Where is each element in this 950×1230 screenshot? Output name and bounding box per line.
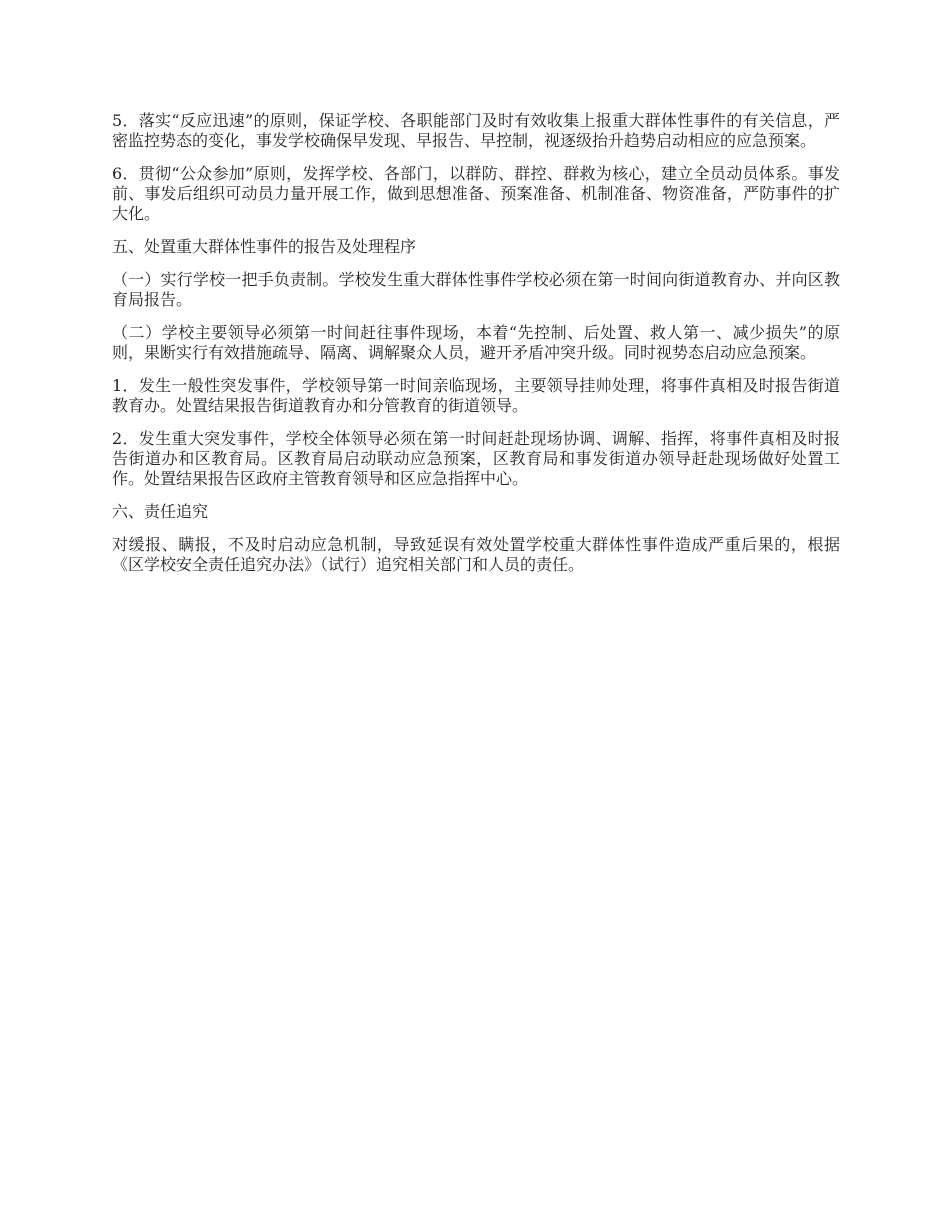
paragraph-general-event: 1．发生一般性突发事件，学校领导第一时间亲临现场，主要领导挂帅处理，将事件真相及时报告街道教育办。处置结果报告街道教育办和分管教育的街道领导。: [112, 376, 840, 415]
paragraph-major-event: 2．发生重大突发事件，学校全体领导必须在第一时间赶赴现场协调、调解、指挥，将事件真相及时报告街道办和区教育局。区教育局启动联动应急预案，区教育局和事发街道办领导赶赴现场做好处置工作。处置结果报告区政府主管教育领导和区应急指挥中心。: [112, 429, 840, 488]
section-heading-5: 五、处置重大群体性事件的报告及处理程序: [112, 237, 417, 256]
paragraph-principle-6: 6．贯彻“公众参加”原则，发挥学校、各部门，以群防、群控、群救为核心，建立全员动员体系。事发前、事发后组织可动员力量开展工作，做到思想准备、预案准备、机制准备、物资准备，严防事件的扩大化。: [112, 164, 840, 223]
paragraph-procedure-1: （一）实行学校一把手负责制。学校发生重大群体性事件学校必须在第一时间向街道教育办、并向区教育局报告。: [112, 270, 840, 309]
paragraph-principle-5: 5．落实“反应迅速”的原则，保证学校、各职能部门及时有效收集上报重大群体性事件的有关信息，严密监控势态的变化，事发学校确保早发现、早报告、早控制，视逐级抬升趋势启动相应的应急预案。: [112, 111, 840, 150]
paragraph-procedure-2: （二）学校主要领导必须第一时间赶往事件现场，本着“先控制、后处置、救人第一、减少损失”的原则，果断实行有效措施疏导、隔离、调解聚众人员，避开矛盾冲突升级。同时视势态启动应急预案。: [112, 323, 840, 362]
section-heading-6: 六、责任追究: [112, 502, 209, 521]
document-page: [112, 111, 840, 588]
paragraph-accountability: 对缓报、瞒报，不及时启动应急机制，导致延误有效处置学校重大群体性事件造成严重后果的，根据《区学校安全责任追究办法》（试行）追究相关部门和人员的责任。: [112, 535, 840, 574]
